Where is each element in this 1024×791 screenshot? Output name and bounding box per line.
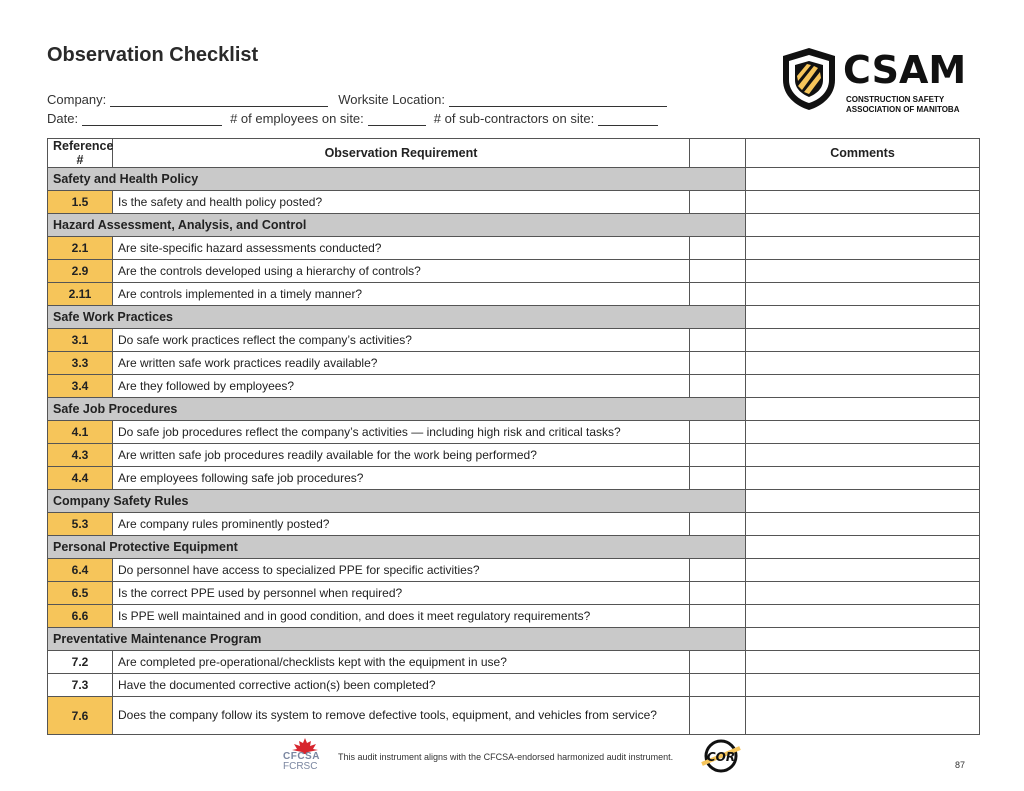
comments-cell[interactable] [746,375,980,398]
table-row [48,260,980,283]
requirement-cell: Are they followed by employees? [113,375,690,398]
reference-cell: 7.2 [48,651,113,674]
check-cell[interactable] [690,375,746,398]
reference-cell: 6.4 [48,559,113,582]
check-cell[interactable] [690,260,746,283]
section-title: Hazard Assessment, Analysis, and Control [48,214,746,237]
comments-cell[interactable] [746,352,980,375]
check-cell[interactable] [690,674,746,697]
check-cell[interactable] [690,237,746,260]
requirement-cell: Is PPE well maintained and in good condition, and does it meet regulatory requirements? [113,605,690,628]
check-cell[interactable] [690,513,746,536]
worksite-label: Worksite Location: [338,92,445,107]
header-fields [47,88,675,126]
section-comments-cell[interactable] [746,628,980,651]
comments-cell[interactable] [746,444,980,467]
comments-cell[interactable] [746,559,980,582]
comments-cell[interactable] [746,260,980,283]
comments-cell[interactable] [746,651,980,674]
requirement-cell: Is the correct PPE used by personnel when required? [113,582,690,605]
requirement-cell: Are written safe work practices readily available? [113,352,690,375]
reference-cell: 4.4 [48,467,113,490]
csam-subtitle-line2: ASSOCIATION OF MANITOBA [846,105,960,114]
check-cell[interactable] [690,467,746,490]
section-row [48,214,980,237]
check-cell[interactable] [690,559,746,582]
reference-cell: 5.3 [48,513,113,536]
check-header [690,139,746,168]
requirement-cell: Do safe job procedures reflect the company’s activities — including high risk and critical tasks? [113,421,690,444]
worksite-field[interactable] [449,94,667,107]
requirement-cell: Do safe work practices reflect the company’s activities? [113,329,690,352]
table-row [48,674,980,697]
requirement-cell: Are written safe job procedures readily available for the work being performed? [113,444,690,467]
table-row [48,444,980,467]
section-comments-cell[interactable] [746,536,980,559]
requirement-cell: Do personnel have access to specialized PPE for specific activities? [113,559,690,582]
table-row [48,559,980,582]
subcontractors-field[interactable] [598,113,658,126]
csam-logo [780,46,980,116]
check-cell[interactable] [690,283,746,306]
reference-cell: 3.4 [48,375,113,398]
comments-cell[interactable] [746,674,980,697]
section-row [48,628,980,651]
table-header-row [48,139,980,168]
header-row-2 [47,107,675,126]
requirement-cell: Are site-specific hazard assessments conducted? [113,237,690,260]
comments-cell[interactable] [746,605,980,628]
employees-label: # of employees on site: [230,111,364,126]
requirement-cell: Are company rules prominently posted? [113,513,690,536]
comments-cell[interactable] [746,582,980,605]
date-label: Date: [47,111,79,126]
table-row [48,352,980,375]
comments-header: Comments [746,139,980,168]
section-comments-cell[interactable] [746,398,980,421]
section-row [48,398,980,421]
company-label: Company: [47,92,107,107]
check-cell[interactable] [690,421,746,444]
check-cell[interactable] [690,697,746,735]
requirement-cell: Have the documented corrective action(s) been completed? [113,674,690,697]
cfcsa-text: CFCSA [283,751,320,762]
section-row [48,168,980,191]
section-comments-cell[interactable] [746,306,980,329]
section-row [48,490,980,513]
comments-cell[interactable] [746,191,980,214]
reference-cell: 3.1 [48,329,113,352]
reference-cell: 2.11 [48,283,113,306]
section-title: Safe Work Practices [48,306,746,329]
check-cell[interactable] [690,444,746,467]
comments-cell[interactable] [746,513,980,536]
page-number: 87 [955,760,966,770]
reference-cell: 3.3 [48,352,113,375]
cor-logo [698,738,744,774]
section-comments-cell[interactable] [746,490,980,513]
section-title: Safe Job Procedures [48,398,746,421]
reference-cell: 1.5 [48,191,113,214]
table-row [48,191,980,214]
table-row [48,605,980,628]
comments-cell[interactable] [746,697,980,735]
table-row [48,421,980,444]
reference-cell: 4.3 [48,444,113,467]
reference-cell: 2.1 [48,237,113,260]
section-title: Personal Protective Equipment [48,536,746,559]
section-row [48,536,980,559]
fcrsc-text: FCRSC [283,761,318,772]
comments-cell[interactable] [746,237,980,260]
check-cell[interactable] [690,329,746,352]
table-row [48,582,980,605]
table-row [48,467,980,490]
section-row [48,306,980,329]
requirement-cell: Is the safety and health policy posted? [113,191,690,214]
header-row-1 [47,88,675,107]
requirement-cell: Does the company follow its system to remove defective tools, equipment, and vehicles from service? [113,697,690,735]
check-cell[interactable] [690,352,746,375]
requirement-cell: Are the controls developed using a hierarchy of controls? [113,260,690,283]
comments-cell[interactable] [746,329,980,352]
table-row [48,697,980,735]
reference-cell: 2.9 [48,260,113,283]
footer [280,738,750,776]
requirement-cell: Are employees following safe job procedures? [113,467,690,490]
reference-cell: 7.6 [48,697,113,735]
cfcsa-logo [280,738,328,774]
table-body [48,168,980,735]
reference-cell: 6.6 [48,605,113,628]
comments-cell[interactable] [746,283,980,306]
company-field[interactable] [110,94,328,107]
cor-badge-icon [698,738,744,774]
table-row [48,283,980,306]
reference-header: Reference # [48,139,113,168]
table-row [48,375,980,398]
comments-cell[interactable] [746,421,980,444]
reference-cell: 4.1 [48,421,113,444]
csam-subtitle-line1: CONSTRUCTION SAFETY [846,95,945,104]
comments-cell[interactable] [746,467,980,490]
section-title: Preventative Maintenance Program [48,628,746,651]
reference-cell: 6.5 [48,582,113,605]
check-cell[interactable] [690,582,746,605]
section-comments-cell[interactable] [746,214,980,237]
table-row [48,513,980,536]
csam-subtitle [846,95,959,115]
cor-label: COR [706,750,736,764]
section-title: Safety and Health Policy [48,168,746,191]
subcontractors-label: # of sub-contractors on site: [433,111,595,126]
table-row [48,651,980,674]
date-field[interactable] [82,113,222,126]
csam-shield-icon [780,46,838,112]
section-title: Company Safety Rules [48,490,746,513]
csam-wordmark: CSAM [843,48,967,92]
footer-statement: This audit instrument aligns with the CFCSA-endorsed harmonized audit instrument. [338,752,674,762]
observation-table [47,138,980,735]
requirement-header: Observation Requirement [113,139,690,168]
reference-cell: 7.3 [48,674,113,697]
check-cell[interactable] [690,191,746,214]
section-comments-cell[interactable] [746,168,980,191]
table-row [48,329,980,352]
check-cell[interactable] [690,651,746,674]
check-cell[interactable] [690,605,746,628]
page-title: Observation Checklist [47,44,259,66]
requirement-cell: Are completed pre-operational/checklists kept with the equipment in use? [113,651,690,674]
requirement-cell: Are controls implemented in a timely manner? [113,283,690,306]
employees-field[interactable] [368,113,426,126]
table-row [48,237,980,260]
